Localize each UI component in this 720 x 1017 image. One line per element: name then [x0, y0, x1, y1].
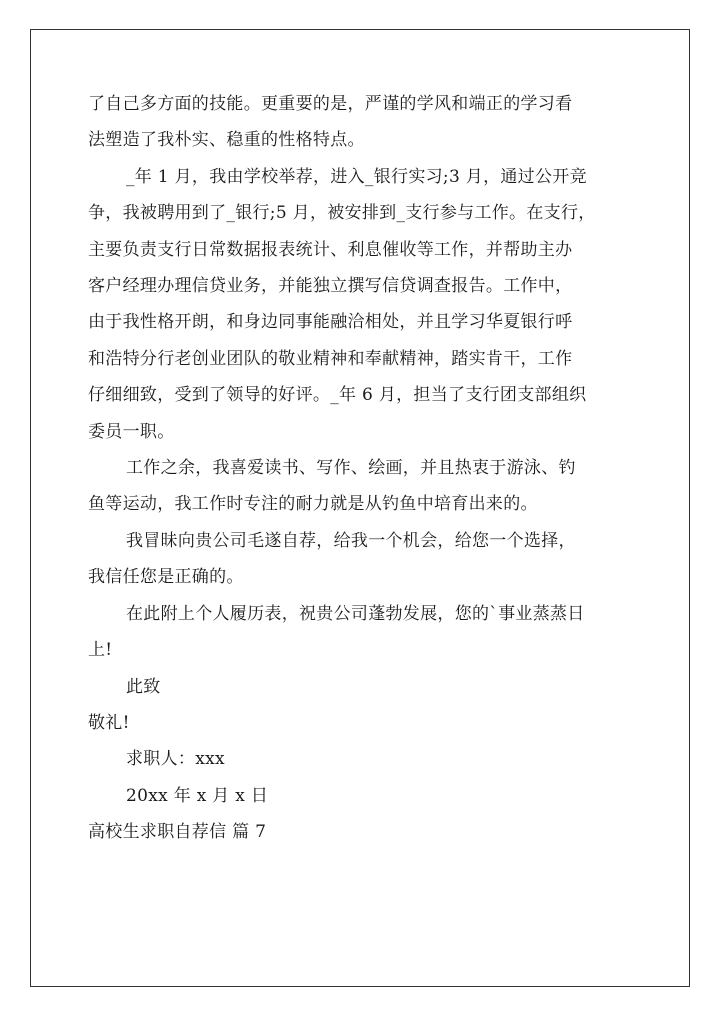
applicant-signature: 求职人：xxx [126, 749, 225, 770]
letter-date: 20xx 年 x 月 x 日 [126, 785, 269, 806]
closing-salutation: 此致 [126, 676, 161, 697]
paragraph-line: 和浩特分行老创业团队的敬业精神和奉献精神，踏实肯干，工作 [88, 348, 573, 369]
closing-regards: 敬礼! [88, 712, 130, 733]
paragraph-line: 我信任您是正确的。 [88, 567, 244, 588]
paragraph-line: 仔细细致，受到了领导的好评。_年 6 月，担当了支行团支部组织 [88, 385, 587, 406]
section-heading: 高校生求职自荐信 篇 7 [88, 822, 267, 843]
paragraph-line: 由于我性格开朗，和身边同事能融洽相处，并且学习华夏银行呼 [88, 312, 573, 333]
paragraph-line: 在此附上个人履历表，祝贵公司蓬勃发展，您的`事业蒸蒸日 [126, 603, 585, 624]
paragraph-line: 上! [88, 640, 113, 661]
paragraph-line: 我冒昧向贵公司毛遂自荐，给我一个机会，给您一个选择， [126, 530, 576, 551]
paragraph-line: 委员一职。 [88, 421, 175, 442]
paragraph-line: 鱼等运动，我工作时专注的耐力就是从钓鱼中培育出来的。 [88, 494, 538, 515]
document-body [88, 86, 636, 851]
paragraph-line: 了自己多方面的技能。更重要的是，严谨的学风和端正的学习看 [88, 94, 573, 114]
paragraph-line: _年 1 月，我由学校举荐，进入_银行实习;3 月，通过公开竞 [126, 166, 587, 187]
paragraph-line: 法塑造了我朴实、稳重的性格特点。 [88, 130, 365, 151]
paragraph-line: 客户经理办理信贷业务，并能独立撰写信贷调查报告。工作中， [88, 276, 573, 297]
paragraph-line: 工作之余，我喜爱读书、写作、绘画，并且热衷于游泳、钓 [126, 458, 576, 479]
paragraph-line: 争，我被聘用到了_银行;5 月，被安排到_支行参与工作。在支行， [88, 203, 596, 224]
paragraph-line: 主要负责支行日常数据报表统计、利息催收等工作，并帮助主办 [88, 239, 573, 260]
